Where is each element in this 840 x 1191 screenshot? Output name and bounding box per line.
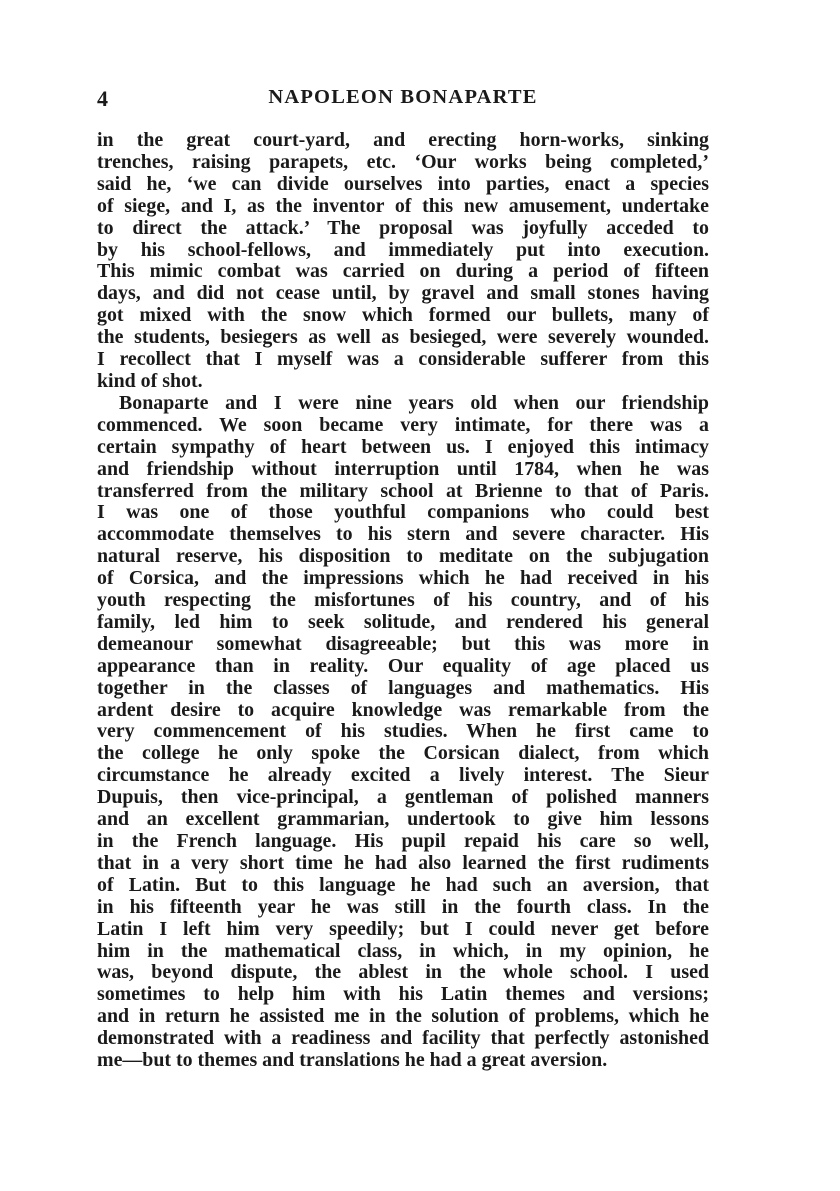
body-text	[97, 130, 709, 1072]
text-line: certain sympathy of heart between us. I enjoyed this intimacy	[97, 435, 709, 458]
running-title: NAPOLEON BONAPARTE	[268, 86, 538, 108]
text-line: transferred from the military school at Brienne to that of Paris.	[97, 479, 709, 502]
text-line: demeanour somewhat disagreeable; but this was more in	[97, 632, 709, 655]
text-line: of Corsica, and the impressions which he had received in his	[97, 567, 709, 590]
text-line: youth respecting the misfortunes of his country, and of his	[97, 589, 709, 612]
text-line: trenches, raising parapets, etc. ‘Our works being completed,’	[97, 150, 709, 173]
text-line: of siege, and I, as the inventor of this new amusement, undertake	[97, 194, 709, 217]
book-page	[97, 84, 709, 1072]
running-head	[97, 84, 709, 114]
text-line: commenced. We soon became very intimate, for there was a	[97, 413, 709, 436]
text-line: circumstance he already excited a lively interest. The Sieur	[97, 764, 709, 787]
text-line: appearance than in reality. Our equality of age placed us	[97, 654, 709, 677]
text-line: together in the classes of languages and mathematics. His	[97, 676, 709, 699]
text-line: said he, ‘we can divide ourselves into parties, enact a species	[97, 172, 709, 195]
paragraph	[97, 393, 709, 1072]
text-line: Latin I left him very speedily; but I could never get before	[97, 917, 709, 940]
text-line: I was one of those youthful companions who could best	[97, 501, 709, 524]
text-line: him in the mathematical class, in which, in my opinion, he	[97, 939, 709, 962]
text-line: and in return he assisted me in the solution of problems, which he	[97, 1005, 709, 1028]
text-line: of Latin. But to this language he had such an aversion, that	[97, 873, 709, 896]
text-line: me—but to themes and translations he had a great aversion.	[97, 1049, 608, 1072]
text-line: sometimes to help him with his Latin themes and versions;	[97, 983, 709, 1006]
text-line: natural reserve, his disposition to meditate on the subjugation	[97, 545, 709, 568]
page-number: 4	[97, 86, 108, 111]
text-line: that in a very short time he had also learned the first rudiments	[97, 851, 709, 874]
text-line: by his school-fellows, and immediately put into execution.	[97, 238, 709, 261]
text-line: I recollect that I myself was a considerable sufferer from this	[97, 348, 709, 371]
text-line: demonstrated with a readiness and facility that perfectly astonished	[97, 1027, 709, 1050]
text-line: and friendship without interruption until 1784, when he was	[97, 457, 709, 480]
text-line: the college he only spoke the Corsican dialect, from which	[97, 742, 709, 765]
paragraph	[97, 130, 709, 393]
text-line: This mimic combat was carried on during a period of fifteen	[97, 260, 709, 283]
text-line: in the French language. His pupil repaid his care so well,	[97, 830, 709, 852]
text-line: very commencement of his studies. When he first came to	[97, 720, 709, 743]
text-line: family, led him to seek solitude, and rendered his general	[97, 610, 709, 633]
text-line: Bonaparte and I were nine years old when our friendship	[119, 391, 709, 414]
text-line: was, beyond dispute, the ablest in the whole school. I used	[97, 961, 709, 984]
text-line: days, and did not cease until, by gravel and small stones having	[97, 282, 709, 305]
text-line: kind of shot.	[97, 369, 203, 392]
text-line: the students, besiegers as well as besieged, were severely wounded.	[97, 326, 709, 349]
text-line: got mixed with the snow which formed our bullets, many of	[97, 304, 709, 327]
text-line: in his fifteenth year he was still in the fourth class. In the	[97, 895, 709, 918]
text-line: in the great court-yard, and erecting horn-works, sinking	[97, 129, 709, 151]
text-line: ardent desire to acquire knowledge was remarkable from the	[97, 698, 709, 721]
text-line: Dupuis, then vice-principal, a gentleman of polished manners	[97, 786, 709, 809]
text-line: accommodate themselves to his stern and severe character. His	[97, 523, 709, 546]
text-line: and an excellent grammarian, undertook to give him lessons	[97, 808, 709, 831]
text-line: to direct the attack.’ The proposal was joyfully acceded to	[97, 216, 709, 239]
